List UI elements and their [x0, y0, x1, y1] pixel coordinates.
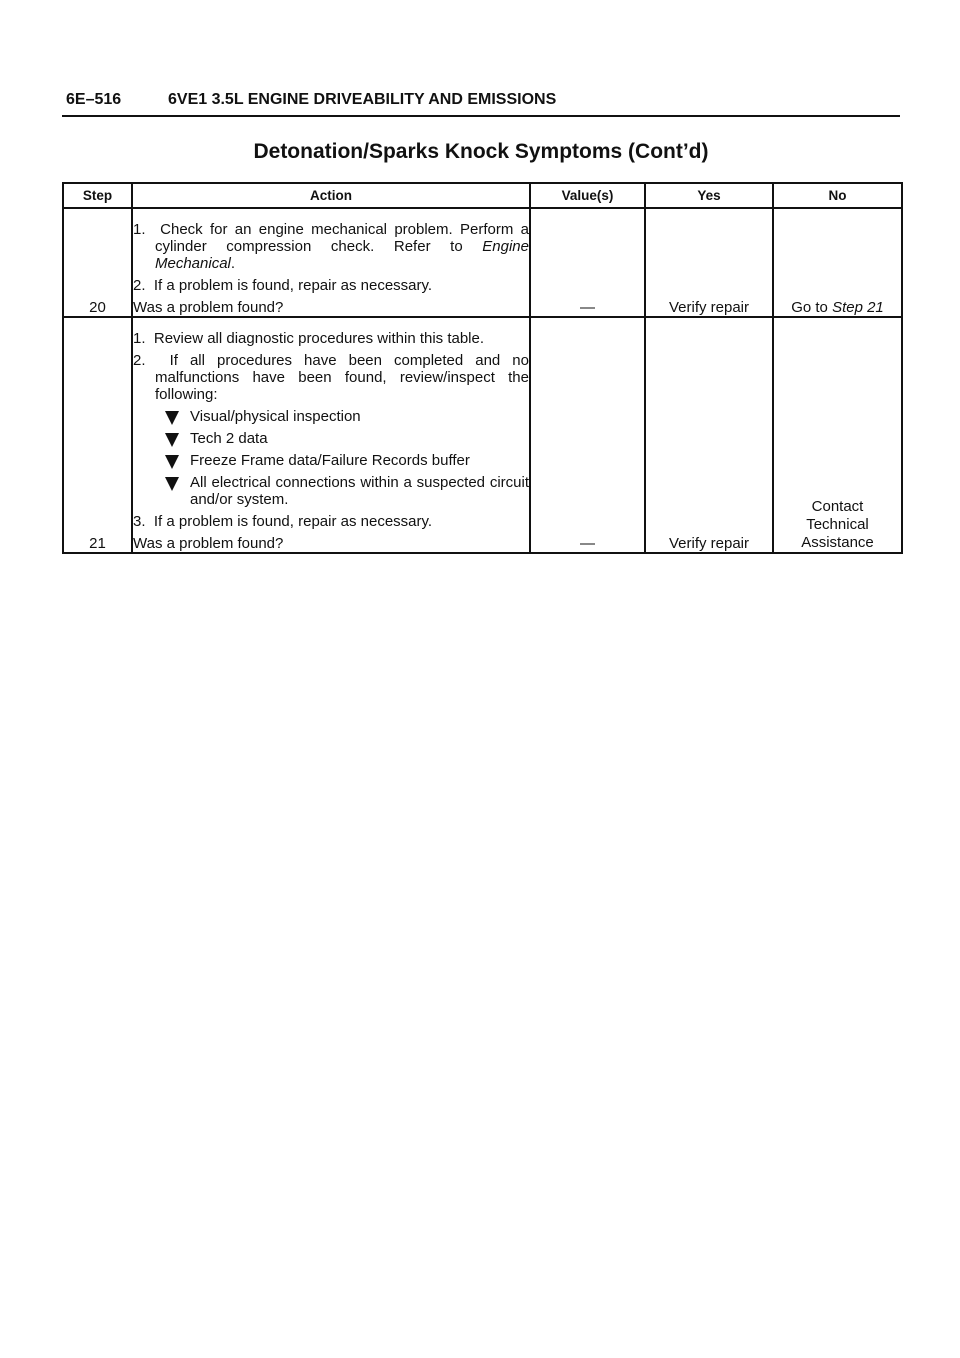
table-row	[63, 208, 902, 317]
column-header-no: No	[773, 183, 902, 208]
question-text: Was a problem found?	[133, 535, 284, 552]
action-cell	[132, 208, 530, 317]
yes-cell: Verify repair	[645, 317, 773, 553]
bullet-text: Visual/physical inspection	[190, 408, 361, 425]
bullet-item	[133, 452, 529, 469]
action-item	[133, 221, 529, 272]
document-title: Detonation/Sparks Knock Symptoms (Cont’d)	[253, 140, 709, 163]
section-title: 6VE1 3.5L ENGINE DRIVEABILITY AND EMISSIONS	[168, 91, 557, 108]
question-text: Was a problem found?	[133, 299, 284, 316]
no-cell	[773, 208, 902, 317]
item-text: If all procedures have been completed and no malfunctions have been found, review/inspect the following:	[155, 352, 529, 403]
action-item	[133, 352, 529, 403]
bullet-text: Tech 2 data	[190, 430, 268, 447]
column-header-step: Step	[63, 183, 132, 208]
item-number: 2.	[133, 277, 146, 294]
no-line: Contact	[811, 498, 864, 515]
item-tail: .	[230, 255, 236, 272]
page-header	[62, 91, 900, 117]
item-text: If a problem is found, repair as necessary.	[153, 513, 433, 530]
item-number: 2.	[133, 352, 146, 369]
triangle-bullet-icon	[165, 433, 179, 447]
item-number: 3.	[133, 513, 146, 530]
column-header-values: Value(s)	[530, 183, 645, 208]
bullet-item	[133, 408, 529, 425]
item-number: 1.	[133, 221, 146, 238]
bullet-text: All electrical connections within a suspected circuit and/or system.	[190, 474, 529, 508]
triangle-bullet-icon	[165, 477, 179, 491]
value-cell: —	[530, 208, 645, 317]
no-prefix: Go to	[791, 299, 828, 316]
table-header-row	[63, 183, 902, 208]
manual-reference: Engine Mechanical	[155, 238, 529, 272]
item-text: Review all diagnostic procedures within this table.	[153, 330, 485, 347]
bullet-item	[133, 474, 529, 508]
action-cell	[132, 317, 530, 553]
yes-cell: Verify repair	[645, 208, 773, 317]
no-cell	[773, 317, 902, 553]
item-text: Check for an engine mechanical problem. Perform a cylinder compression check. Refer to	[155, 221, 529, 255]
step-number: 20	[63, 208, 132, 317]
action-item	[133, 277, 529, 294]
no-line: Assistance	[801, 534, 874, 551]
triangle-bullet-icon	[165, 411, 179, 425]
page-number: 6E–516	[66, 91, 122, 108]
bullet-item	[133, 430, 529, 447]
column-header-action: Action	[132, 183, 530, 208]
bullet-text: Freeze Frame data/Failure Records buffer	[190, 452, 470, 469]
step-number: 21	[63, 317, 132, 553]
column-header-yes: Yes	[645, 183, 773, 208]
item-number: 1.	[133, 330, 146, 347]
no-line: Technical	[806, 516, 869, 533]
item-text: If a problem is found, repair as necessary.	[153, 277, 433, 294]
action-item	[133, 330, 529, 347]
action-item	[133, 513, 529, 530]
step-reference: Step 21	[832, 299, 884, 316]
table-row	[63, 317, 902, 553]
value-cell: —	[530, 317, 645, 553]
triangle-bullet-icon	[165, 455, 179, 469]
diagnostic-table	[62, 182, 903, 554]
